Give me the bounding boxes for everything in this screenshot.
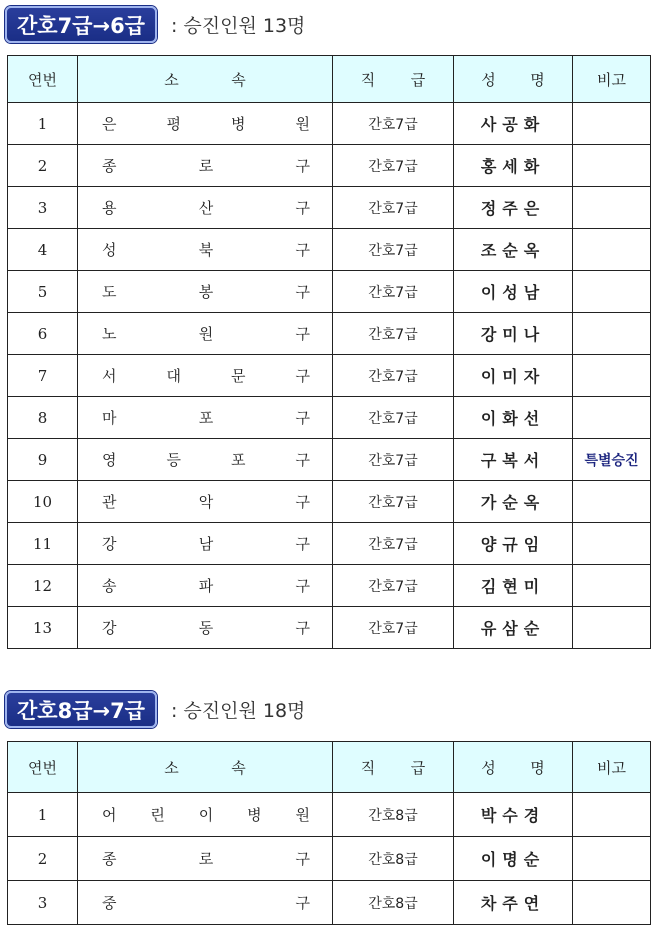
- col-no: 연번: [8, 742, 78, 793]
- cell-note: [573, 793, 651, 837]
- table-header-row: [8, 56, 651, 103]
- cell-no: 9: [8, 439, 78, 481]
- cell-rank: 간호7급: [333, 271, 454, 313]
- cell-rank: 간호7급: [333, 313, 454, 355]
- table-row: [8, 881, 651, 925]
- org-char: 영: [102, 451, 117, 469]
- table-row: [8, 313, 651, 355]
- cell-name: 이화선: [454, 397, 573, 439]
- promotion-table-2: [7, 741, 651, 925]
- cell-name: 사공화: [454, 103, 573, 145]
- org-char: 남: [198, 535, 214, 553]
- org-char: 마: [102, 409, 117, 427]
- cell-rank: 간호8급: [333, 881, 454, 925]
- cell-org: [78, 145, 333, 187]
- org-char: 종: [102, 157, 117, 175]
- org-char: 용: [102, 199, 117, 217]
- table-row: [8, 439, 651, 481]
- cell-name: 이미자: [454, 355, 573, 397]
- cell-org: [78, 229, 333, 271]
- cell-rank: 간호7급: [333, 397, 454, 439]
- org-char: 병: [247, 806, 262, 824]
- cell-rank: 간호7급: [333, 355, 454, 397]
- org-char: 구: [295, 535, 310, 553]
- org-char: 구: [295, 283, 310, 301]
- cell-name: 조순옥: [454, 229, 573, 271]
- cell-note: [573, 229, 651, 271]
- org-char: 중: [102, 894, 117, 912]
- cell-rank: 간호7급: [333, 145, 454, 187]
- cell-name: 양규임: [454, 523, 573, 565]
- org-char: 포: [231, 451, 246, 469]
- org-char: 구: [295, 850, 310, 868]
- org-char: 송: [102, 577, 117, 595]
- table-row: [8, 607, 651, 649]
- org-char: 구: [295, 157, 310, 175]
- cell-no: 12: [8, 565, 78, 607]
- cell-rank: 간호8급: [333, 793, 454, 837]
- cell-rank: 간호8급: [333, 837, 454, 881]
- cell-note: [573, 187, 651, 229]
- table-row: [8, 793, 651, 837]
- cell-name: 구복서: [454, 439, 573, 481]
- org-char: 등: [166, 451, 181, 469]
- cell-note: [573, 881, 651, 925]
- org-char: 로: [198, 850, 214, 868]
- cell-note: [573, 837, 651, 881]
- section2-count: : 승진인원 18명: [170, 700, 306, 722]
- cell-org: [78, 481, 333, 523]
- org-char: 어: [102, 806, 117, 824]
- cell-name: 가순옥: [454, 481, 573, 523]
- org-char: 도: [102, 283, 117, 301]
- org-char: 구: [295, 619, 310, 637]
- org-char: 봉: [198, 283, 214, 301]
- col-note: 비고: [573, 742, 651, 793]
- org-char: 산: [198, 199, 214, 217]
- section1-header: [5, 6, 305, 43]
- org-char: 평: [166, 115, 181, 133]
- cell-no: 6: [8, 313, 78, 355]
- cell-name: 박수경: [454, 793, 573, 837]
- col-name: 성 명: [454, 742, 573, 793]
- org-char: 문: [231, 367, 246, 385]
- org-char: 관: [102, 493, 117, 511]
- table-row: [8, 565, 651, 607]
- col-rank: 직 급: [333, 742, 454, 793]
- cell-org: [78, 565, 333, 607]
- section1-title-badge: 간호7급→6급: [5, 6, 157, 43]
- section2-title-badge: 간호8급→7급: [5, 691, 157, 728]
- cell-name: 이성남: [454, 271, 573, 313]
- section2-header: [5, 691, 305, 728]
- cell-org: [78, 523, 333, 565]
- cell-name: 김현미: [454, 565, 573, 607]
- cell-org: [78, 837, 333, 881]
- cell-note: [573, 103, 651, 145]
- cell-rank: 간호7급: [333, 229, 454, 271]
- cell-rank: 간호7급: [333, 103, 454, 145]
- org-char: 구: [295, 325, 310, 343]
- cell-note: [573, 355, 651, 397]
- cell-org: [78, 103, 333, 145]
- org-char: 강: [102, 619, 117, 637]
- table-row: [8, 837, 651, 881]
- col-org: 소 속: [78, 56, 333, 103]
- cell-no: 10: [8, 481, 78, 523]
- cell-no: 11: [8, 523, 78, 565]
- cell-name: 정주은: [454, 187, 573, 229]
- org-char: 원: [295, 115, 310, 133]
- org-char: 병: [231, 115, 246, 133]
- org-char: 구: [295, 493, 310, 511]
- col-no: 연번: [8, 56, 78, 103]
- org-char: 포: [198, 409, 214, 427]
- cell-rank: 간호7급: [333, 187, 454, 229]
- org-char: 원: [198, 325, 214, 343]
- org-char: 원: [295, 806, 310, 824]
- table-row: [8, 397, 651, 439]
- org-char: 구: [295, 894, 310, 912]
- org-char: 강: [102, 535, 117, 553]
- org-char: 린: [150, 806, 165, 824]
- org-char: 구: [295, 451, 310, 469]
- cell-no: 8: [8, 397, 78, 439]
- cell-no: 3: [8, 187, 78, 229]
- table-row: [8, 481, 651, 523]
- org-char: 북: [198, 241, 214, 259]
- cell-name: 차주연: [454, 881, 573, 925]
- cell-org: [78, 313, 333, 355]
- cell-name: 이명순: [454, 837, 573, 881]
- org-char: 은: [102, 115, 117, 133]
- org-char: 성: [102, 241, 117, 259]
- table-row: [8, 187, 651, 229]
- cell-rank: 간호7급: [333, 439, 454, 481]
- cell-name: 유삼순: [454, 607, 573, 649]
- col-org: 소 속: [78, 742, 333, 793]
- cell-org: [78, 271, 333, 313]
- cell-no: 2: [8, 837, 78, 881]
- org-char: 이: [198, 806, 214, 824]
- cell-note: [573, 565, 651, 607]
- cell-org: [78, 397, 333, 439]
- cell-no: 1: [8, 103, 78, 145]
- table-header-row: [8, 742, 651, 793]
- cell-note: [573, 481, 651, 523]
- cell-no: 5: [8, 271, 78, 313]
- table-row: [8, 229, 651, 271]
- cell-org: [78, 607, 333, 649]
- cell-note: [573, 523, 651, 565]
- col-rank: 직 급: [333, 56, 454, 103]
- cell-no: 2: [8, 145, 78, 187]
- cell-rank: 간호7급: [333, 607, 454, 649]
- cell-org: [78, 439, 333, 481]
- cell-no: 13: [8, 607, 78, 649]
- cell-rank: 간호7급: [333, 523, 454, 565]
- col-note: 비고: [573, 56, 651, 103]
- cell-no: 3: [8, 881, 78, 925]
- cell-rank: 간호7급: [333, 481, 454, 523]
- cell-note: [573, 397, 651, 439]
- org-char: 노: [102, 325, 117, 343]
- cell-note: 특별승진: [573, 439, 651, 481]
- org-char: 로: [198, 157, 214, 175]
- col-name: 성 명: [454, 56, 573, 103]
- cell-no: 4: [8, 229, 78, 271]
- org-char: 구: [295, 199, 310, 217]
- cell-note: [573, 271, 651, 313]
- org-char: 구: [295, 367, 310, 385]
- table-row: [8, 145, 651, 187]
- org-char: 악: [198, 493, 214, 511]
- table-row: [8, 523, 651, 565]
- cell-note: [573, 607, 651, 649]
- org-char: 구: [295, 577, 310, 595]
- cell-org: [78, 187, 333, 229]
- cell-org: [78, 793, 333, 837]
- org-char: 구: [295, 409, 310, 427]
- cell-rank: 간호7급: [333, 565, 454, 607]
- cell-note: [573, 313, 651, 355]
- section1-count: : 승진인원 13명: [170, 15, 306, 37]
- org-char: 파: [198, 577, 214, 595]
- table-row: [8, 355, 651, 397]
- org-char: 동: [198, 619, 214, 637]
- cell-org: [78, 355, 333, 397]
- cell-no: 1: [8, 793, 78, 837]
- table-row: [8, 271, 651, 313]
- cell-name: 홍세화: [454, 145, 573, 187]
- cell-org: [78, 881, 333, 925]
- org-char: 구: [295, 241, 310, 259]
- org-char: 종: [102, 850, 117, 868]
- org-char: 서: [102, 367, 117, 385]
- cell-no: 7: [8, 355, 78, 397]
- cell-note: [573, 145, 651, 187]
- promotion-table-1: [7, 55, 651, 649]
- table-row: [8, 103, 651, 145]
- org-char: 대: [166, 367, 181, 385]
- cell-name: 강미나: [454, 313, 573, 355]
